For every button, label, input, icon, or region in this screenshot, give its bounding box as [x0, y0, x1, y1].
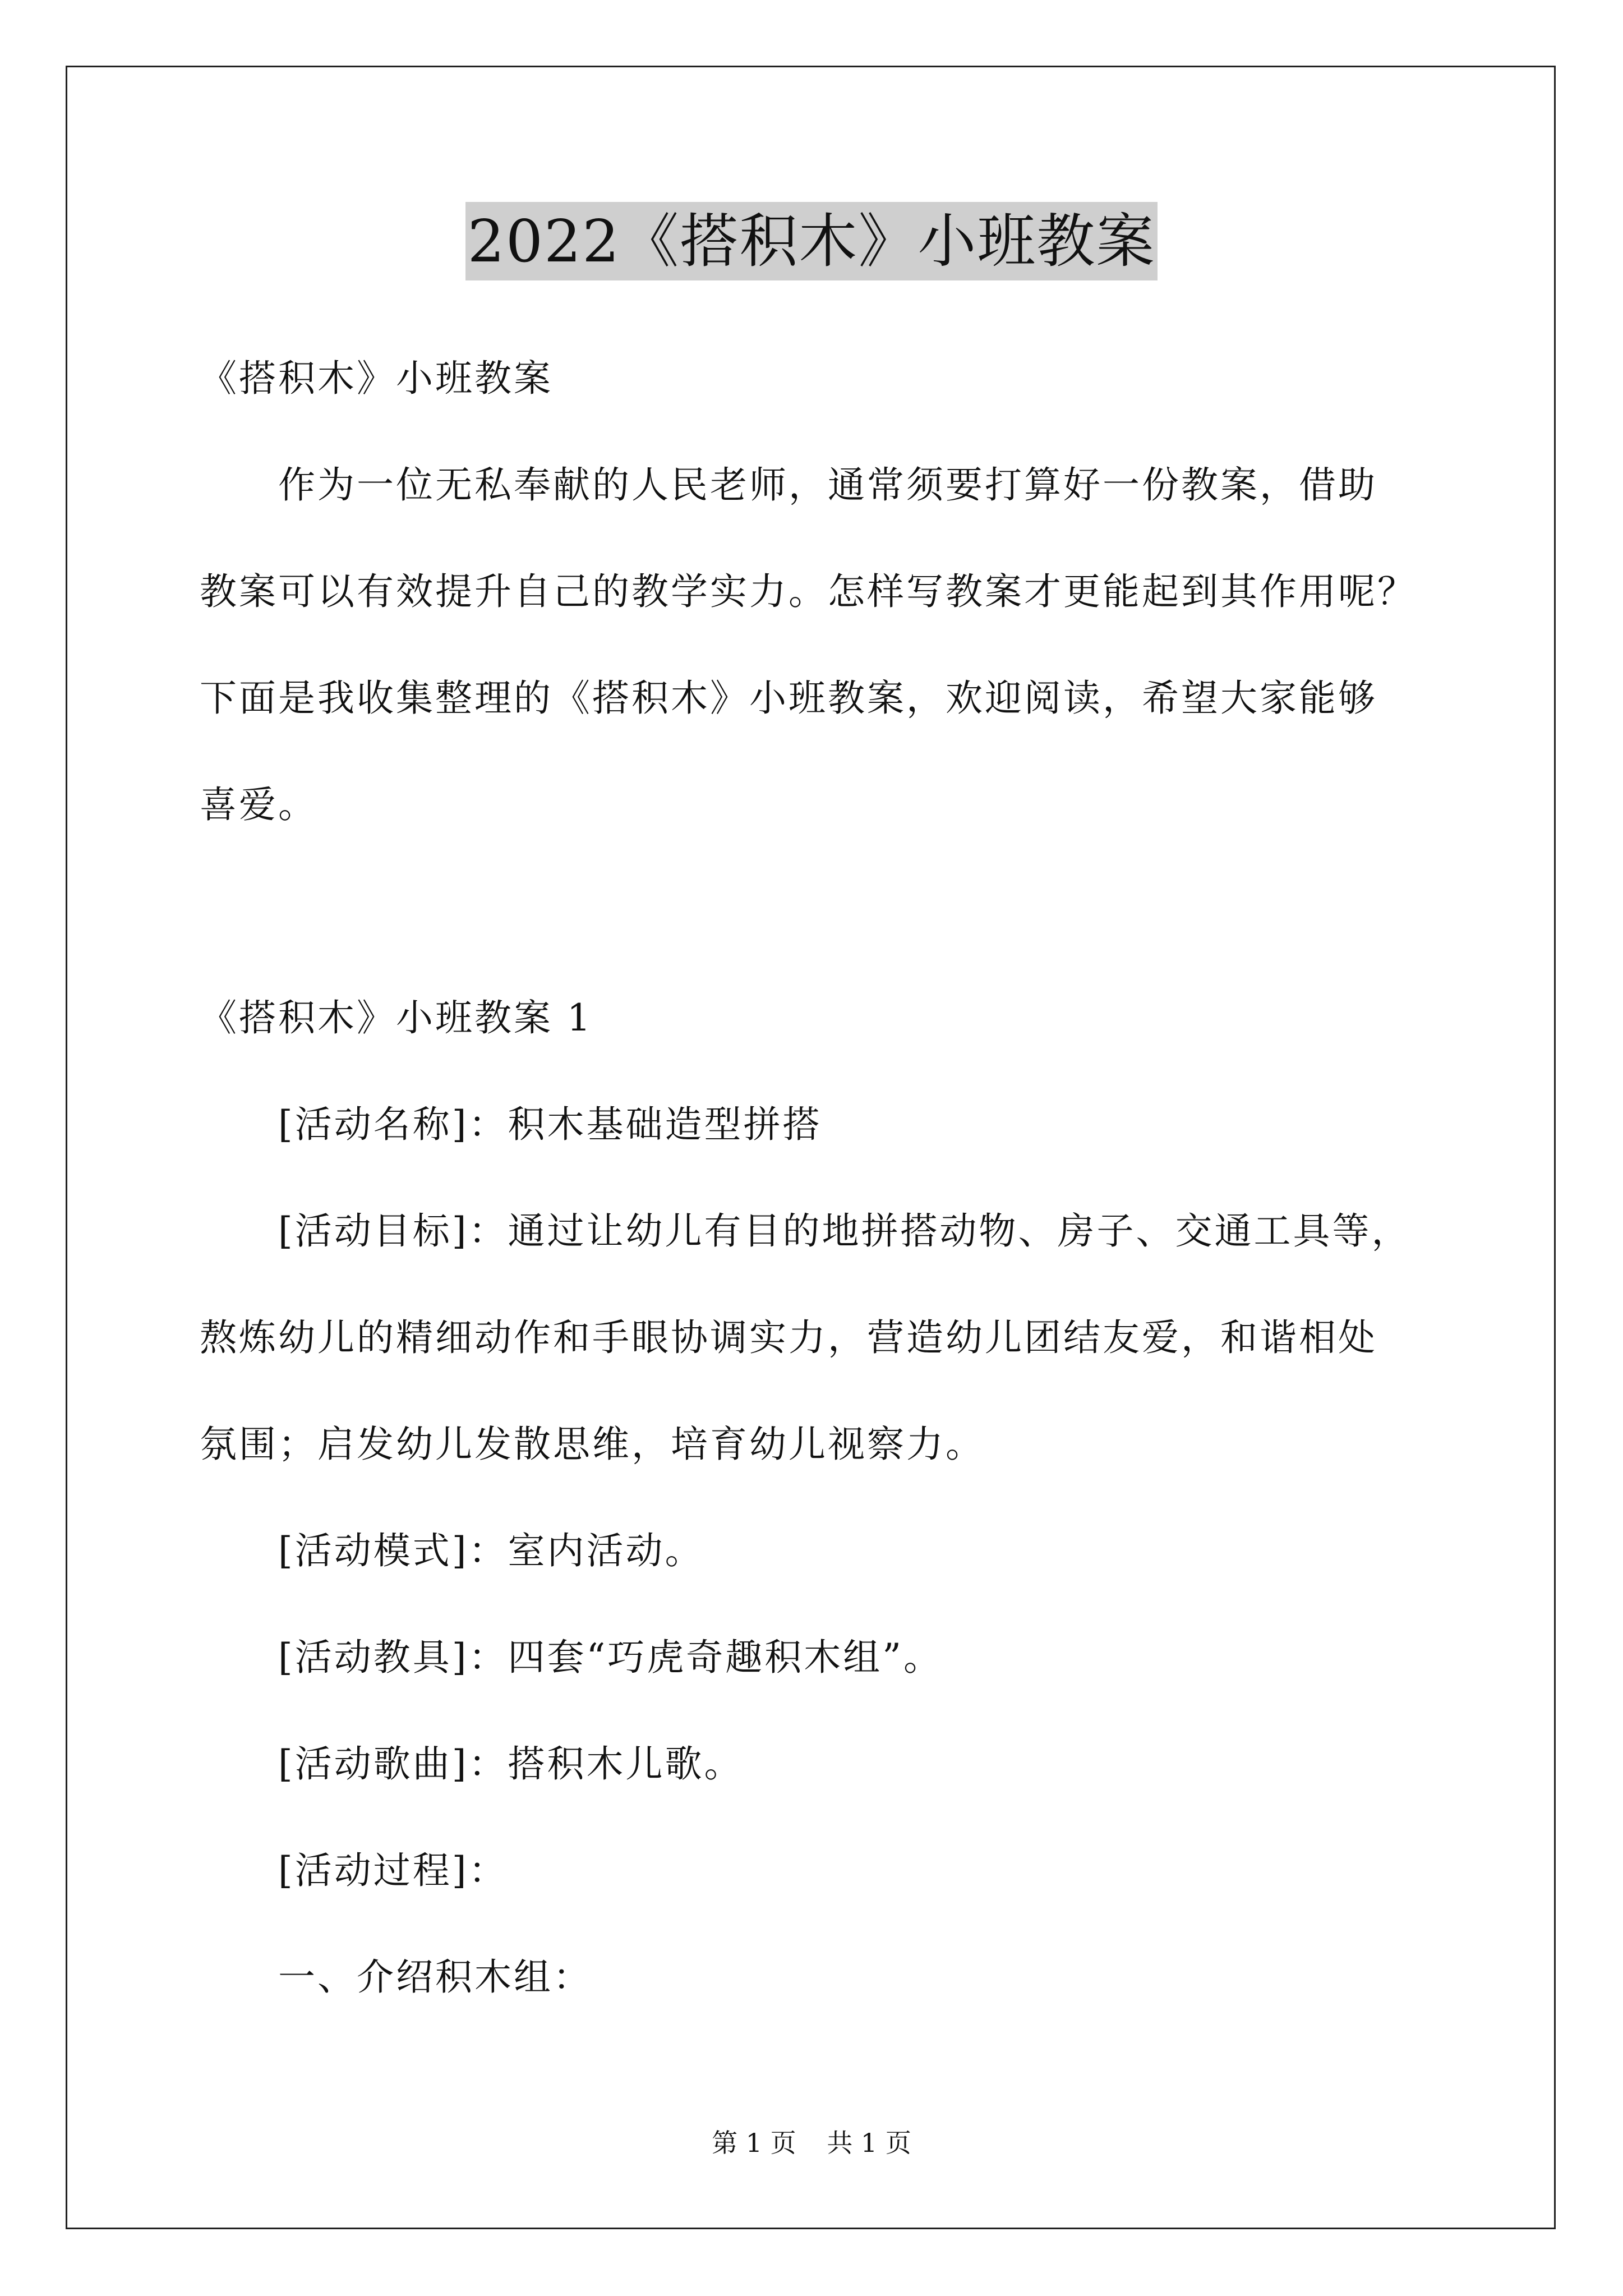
document-title: 2022《搭积木》小班教案 — [465, 202, 1158, 280]
page-footer — [0, 2126, 1623, 2160]
intro-line-1: 作为一位无私奉献的人民老师，通常须要打算好一份教案，借助 — [278, 463, 1377, 507]
intro-line-3: 下面是我收集整理的《搭积木》小班教案，欢迎阅读，希望大家能够 — [200, 677, 1377, 720]
intro-line-4: 喜爱。 — [200, 783, 317, 826]
title-container — [0, 202, 1623, 280]
step-one: 一、介绍积木组： — [278, 1955, 592, 1999]
page-total: 共 1 页 — [827, 2128, 911, 2158]
section-heading: 《搭积木》小班教案 1 — [200, 996, 593, 1039]
activity-name: [活动名称]：积木基础造型拼搭 — [278, 1103, 822, 1146]
activity-song: [活动歌曲]：搭积木儿歌。 — [278, 1742, 744, 1786]
activity-goal-line-3: 氛围；启发幼儿发散思维，培育幼儿视察力。 — [200, 1423, 985, 1466]
activity-process: [活动过程]： — [278, 1849, 508, 1892]
subtitle: 《搭积木》小班教案 — [200, 357, 553, 400]
activity-tools: [活动教具]：四套“巧虎奇趣积木组”。 — [278, 1636, 943, 1679]
activity-goal-line-2: 熬炼幼儿的精细动作和手眼协调实力，营造幼儿团结友爱，和谐相处 — [200, 1316, 1377, 1359]
activity-mode: [活动模式]：室内活动。 — [278, 1529, 704, 1572]
intro-line-2: 教案可以有效提升自己的教学实力。怎样写教案才更能起到其作用呢？ — [200, 570, 1417, 613]
activity-goal-line-1: [活动目标]：通过让幼儿有目的地拼搭动物、房子、交通工具等， — [278, 1209, 1411, 1253]
page-number: 第 1 页 — [712, 2128, 796, 2158]
